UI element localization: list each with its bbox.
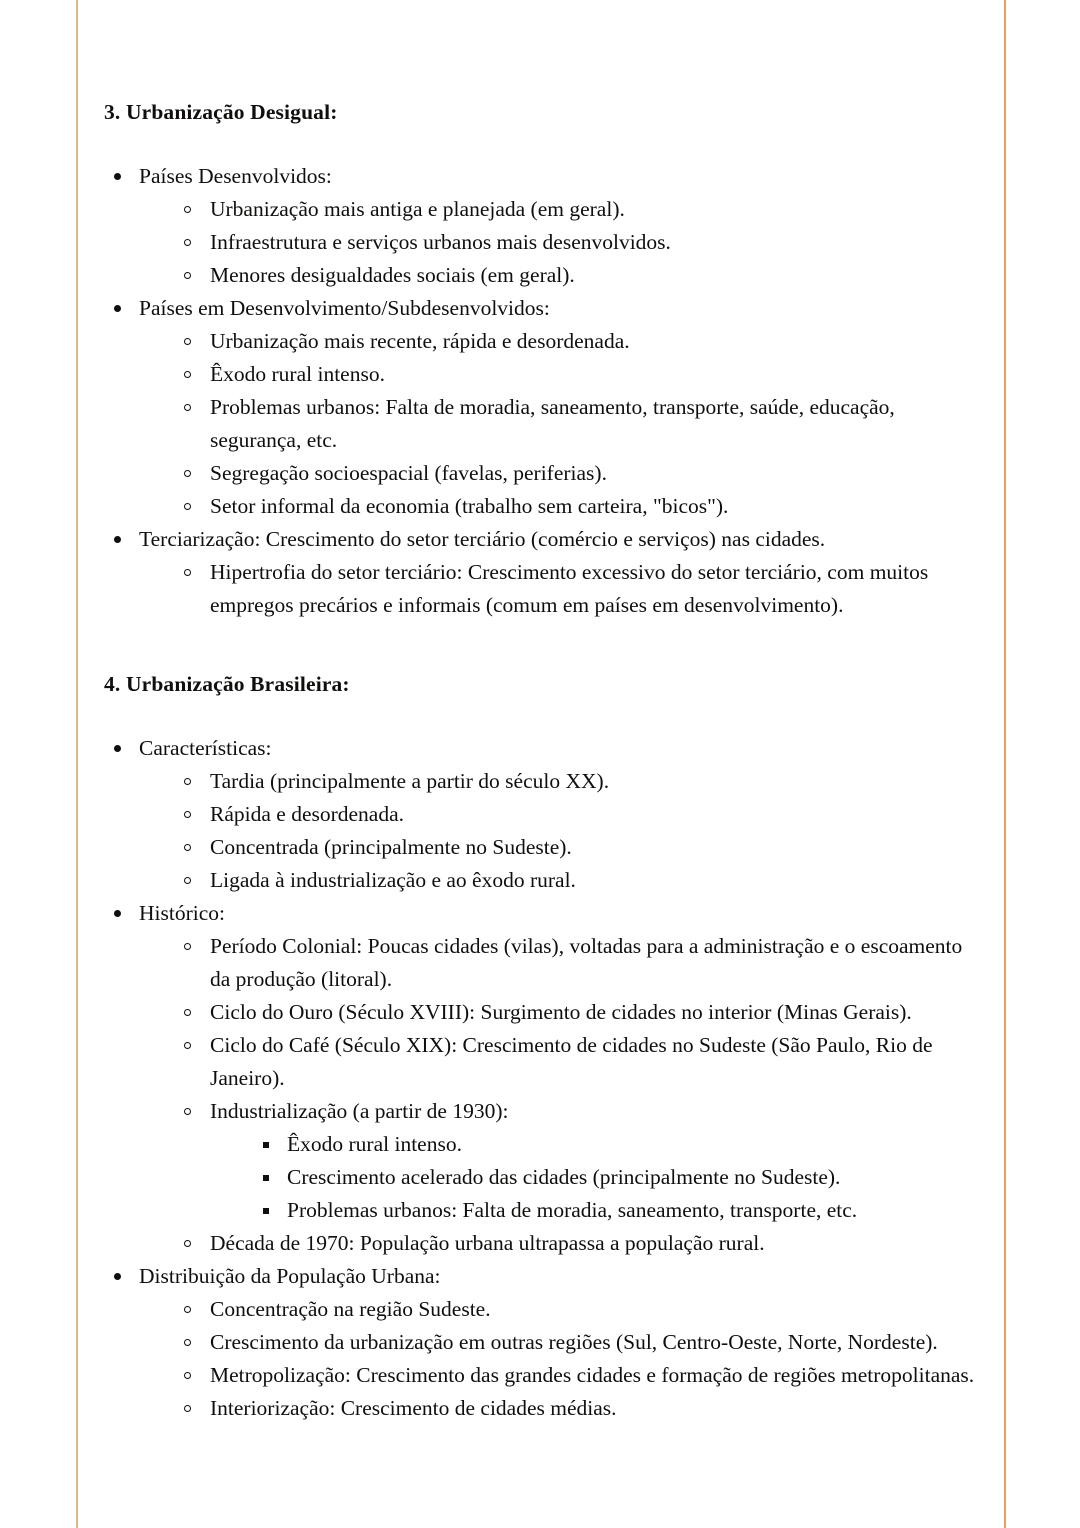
list-item-label: Ciclo do Café (Século XIX): Crescimento de cidades no Sudeste (São Paulo, Rio de Janeiro). [210,1032,933,1090]
list-item-label: Rápida e desordenada. [210,801,405,826]
list-item-label: Metropolização: Crescimento das grandes cidades e formação de regiões metropolitanas. [210,1363,975,1388]
list-item-label: Década de 1970: População urbana ultrapassa a população rural. [210,1231,765,1256]
section-title: 4. Urbanização Brasileira: [104,671,350,696]
list-item-label: Distribuição da População Urbana: [139,1264,441,1289]
list-item [174,765,984,798]
list-item [174,226,984,259]
list-item-label: Êxodo rural intenso. [210,362,385,387]
list-item-label: Ligada à industrialização e ao êxodo rural. [210,868,576,893]
list-item-label: Segregação socioespacial (favelas, periferias). [210,461,607,486]
page-title: 3. Urbanização Desigual: [104,100,338,124]
section-urbanizacao-desigual [104,98,984,621]
list-item [174,864,984,897]
right-margin-rule [1004,0,1006,1528]
bullet-list-level-2 [174,193,984,292]
list-item [174,193,984,226]
bullet-list-level-2 [174,765,984,897]
list-item [104,897,984,1259]
list-item [174,1029,984,1094]
list-item-label: Período Colonial: Poucas cidades (vilas), voltadas para a administração e o escoamento da produção (litoral). [210,933,963,991]
list-item-label: Países Desenvolvidos: [139,164,332,189]
list-item [174,996,984,1029]
section-spacer [104,622,984,670]
bullet-list-level-1 [104,160,984,621]
bullet-list-level-2 [174,930,984,1260]
list-item [174,1227,984,1260]
list-item-label: Urbanização mais recente, rápida e desordenada. [210,328,630,353]
list-item-label: Problemas urbanos: Falta de moradia, saneamento, transporte, etc. [287,1197,858,1222]
list-item [174,831,984,864]
list-item-label: Menores desigualdades sociais (em geral). [210,263,575,288]
list-item-label: Concentração na região Sudeste. [210,1296,491,1321]
list-item [174,457,984,490]
bullet-list-level-2 [174,1293,984,1425]
list-item [174,798,984,831]
left-margin-rule [76,0,78,1528]
list-item-label: Tardia (principalmente a partir do século XX). [210,768,610,793]
list-item-label: Urbanização mais antiga e planejada (em geral). [210,196,625,221]
list-item [174,930,984,995]
bullet-list-level-2 [174,556,984,621]
list-item-label: Interiorização: Crescimento de cidades médias. [210,1396,617,1421]
list-item-label: Industrialização (a partir de 1930): [210,1098,509,1123]
list-item-label: Infraestrutura e serviços urbanos mais desenvolvidos. [210,229,671,254]
bullet-list-level-2 [174,325,984,523]
list-item [174,358,984,391]
list-item [104,1260,984,1425]
list-item-label: Crescimento da urbanização em outras regiões (Sul, Centro-Oeste, Norte, Nordeste). [210,1330,938,1355]
list-item [253,1128,984,1161]
list-item-label: Histórico: [139,901,225,926]
list-item-label: Setor informal da economia (trabalho sem carteira, "bicos"). [210,494,729,519]
list-item [174,490,984,523]
list-item [253,1194,984,1227]
list-item-label: Concentrada (principalmente no Sudeste). [210,834,572,859]
list-item-label: Crescimento acelerado das cidades (principalmente no Sudeste). [287,1164,841,1189]
list-item [104,292,984,523]
list-item-label: Ciclo do Ouro (Século XVIII): Surgimento de cidades no interior (Minas Gerais). [210,999,912,1024]
list-item-label: Problemas urbanos: Falta de moradia, saneamento, transporte, saúde, educação, segurança, etc. [210,395,895,452]
bullet-list-level-1 [104,732,984,1425]
list-item [104,160,984,292]
list-item [174,391,984,456]
list-item [174,325,984,358]
list-item [174,1293,984,1326]
list-item [174,1359,984,1392]
list-item-label: Hipertrofia do setor terciário: Crescimento excessivo do setor terciário, com muitos empregos precários e informais (comum em países em desenvolvimento). [210,560,929,617]
bullet-list-level-3 [253,1128,984,1227]
list-item-label: Características: [139,735,272,760]
list-item-label: Êxodo rural intenso. [287,1131,462,1156]
document-content [104,98,984,1426]
list-item [174,259,984,292]
list-item [104,732,984,897]
list-item [174,1326,984,1359]
list-item-label: Países em Desenvolvimento/Subdesenvolvidos: [139,296,550,321]
list-item-label: Terciarização: Crescimento do setor terciário (comércio e serviços) nas cidades. [139,527,826,552]
list-item [174,1095,984,1227]
list-item [174,556,984,621]
list-item [104,523,984,621]
list-item [253,1161,984,1194]
list-item [174,1392,984,1425]
section-urbanizacao-brasileira [104,670,984,1425]
